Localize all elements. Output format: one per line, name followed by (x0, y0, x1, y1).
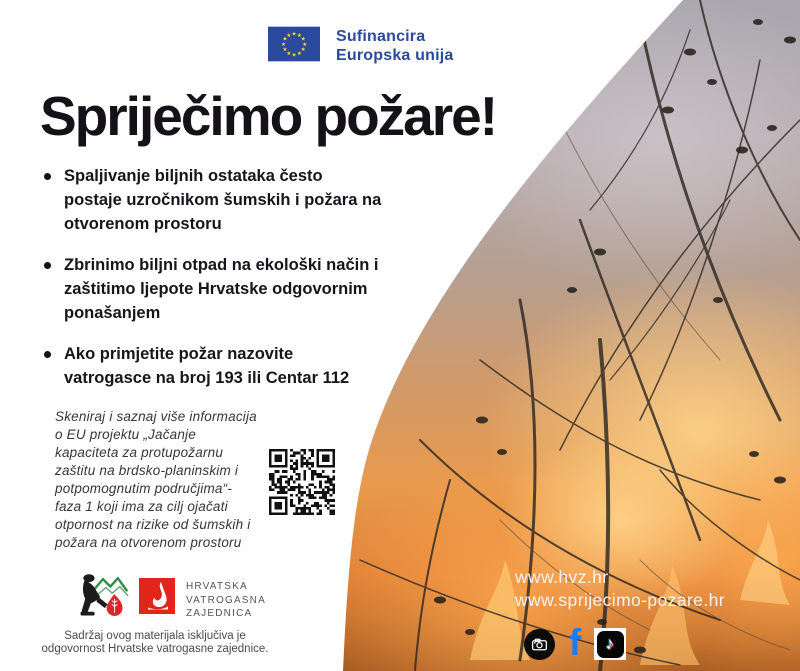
hvz-flame-logo (139, 578, 175, 614)
key-messages-list (42, 164, 381, 407)
note-line: Skeniraj i saznaj više informacija (55, 409, 257, 424)
svg-text:★: ★ (286, 32, 292, 39)
firefighter-association-logo (74, 570, 130, 620)
social-icons (524, 621, 626, 663)
qr-code (269, 449, 335, 515)
svg-text:★: ★ (291, 52, 297, 59)
bullet-line: zaštitimo ljepote Hrvatske odgovornim (64, 280, 368, 298)
poster-title: Spriječimo požare! (40, 85, 497, 147)
svg-text:★: ★ (291, 31, 297, 38)
disclaimer-line: Sadržaj ovog materijala isključiva je (64, 630, 246, 642)
note-line: zaštitu na brdsko-planinskim i (55, 463, 239, 478)
svg-text:★: ★ (282, 36, 288, 43)
facebook-icon: f (568, 621, 582, 663)
website-sprijecimo-pozare: www.sprijecimo-pozare.hr (515, 590, 725, 610)
bullet-item-burning-residues (42, 164, 381, 236)
eu-flag-icon (268, 26, 320, 62)
tiktok-note-glyph: ♪ (597, 631, 624, 658)
note-line: kapaciteta za protupožarnu (55, 445, 224, 460)
disclaimer-line: odgovornost Hrvatske vatrogasne zajednice. (41, 642, 269, 655)
bullet-line: ponašanjem (64, 304, 161, 322)
svg-text:★: ★ (300, 47, 306, 54)
bullet-item-dispose-waste (42, 253, 381, 325)
hvz-name (186, 580, 266, 621)
note-line: potpomognutim područjima“- (55, 481, 233, 496)
svg-text:★: ★ (296, 51, 302, 58)
website-hvz: www.hvz.hr (515, 567, 609, 587)
svg-text:★: ★ (281, 41, 286, 48)
instagram-icon (524, 629, 555, 660)
disclaimer (30, 630, 280, 655)
svg-text:★: ★ (296, 32, 302, 39)
bullet-item-call-firefighters (42, 342, 381, 390)
websites-block (515, 566, 725, 612)
svg-text:★: ★ (300, 36, 306, 43)
note-line: otpornost na rizike od šumskih i (55, 517, 251, 532)
svg-text:★: ★ (286, 51, 292, 58)
svg-text:★: ★ (302, 41, 307, 48)
bullet-line: vatrogasce na broj 193 ili Centar 112 (64, 369, 350, 387)
partner-logos (74, 570, 266, 621)
note-line: požara na otvorenom prostoru (55, 535, 242, 550)
bullet-line: otvorenom prostoru (64, 215, 222, 233)
bullet-line: Spaljivanje biljnih ostataka često (64, 167, 323, 185)
hvz-name-line: HRVATSKA (186, 581, 248, 592)
eu-funding-block (268, 26, 454, 65)
hvz-name-line: ZAJEDNICA (186, 608, 253, 619)
tiktok-icon (594, 628, 626, 660)
eu-funding-label (336, 27, 454, 65)
project-note (55, 408, 257, 552)
bullet-line: postaje uzročnikom šumskih i požara na (64, 191, 382, 209)
bullet-line: Zbrinimo biljni otpad na ekološki način i (64, 256, 379, 274)
hvz-name-line: VATROGASNA (186, 594, 266, 606)
bullet-line: Ako primjetite požar nazovite (64, 345, 294, 363)
note-line: o EU projektu „Jačanje (55, 427, 196, 442)
eu-funding-line2: Europska unija (336, 47, 454, 64)
eu-funding-line1: Sufinancira (336, 28, 426, 45)
svg-text:★: ★ (282, 47, 288, 54)
note-line: faza 1 koji ima za cilj ojačati (55, 499, 228, 514)
